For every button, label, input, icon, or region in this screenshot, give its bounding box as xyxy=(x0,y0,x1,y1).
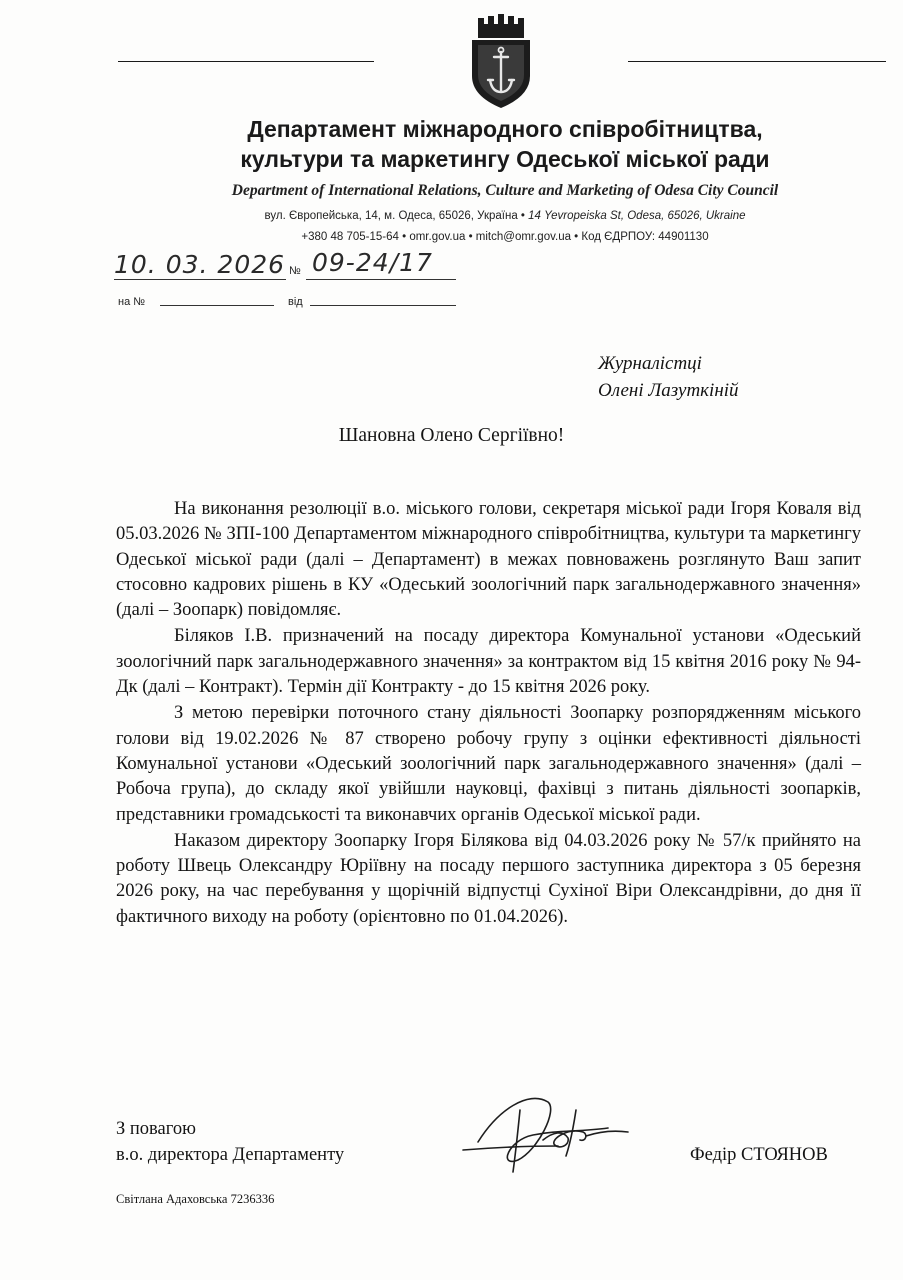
date-underline xyxy=(114,279,286,280)
signatory-name: Федір СТОЯНОВ xyxy=(690,1145,828,1165)
signature-closing-block xyxy=(116,1116,344,1168)
reply-to-label: на № xyxy=(118,296,146,308)
body-paragraph-3: З метою перевірки поточного стану діяльності Зоопарку розпорядженням міського голови від 19.02.2026 № 87 створено робочу групу з оцінки ефективності діяльності Комунальної установи «Одеський зоологічний парк загальнодержавного значення» (далі – Робоча група), до складу якої увійшли науковці, фахівці з питань діяльності зоопарків, представники громадськості та виконавчих органів Одеської міської ради. xyxy=(116,703,861,825)
from-label: від xyxy=(288,296,303,308)
department-name-english: Department of International Relations, Culture and Marketing of Odesa City Council xyxy=(231,182,779,199)
reply-to-line xyxy=(160,305,274,306)
number-underline xyxy=(306,279,456,280)
salutation: Шановна Олено Сергіївно! xyxy=(338,425,565,446)
odesa-coat-of-arms-icon xyxy=(466,14,536,110)
address-ukrainian: вул. Європейська, 14, м. Одеса, 65026, Україна • xyxy=(264,210,525,222)
department-name-line2: культури та маркетингу Одеської міської ради xyxy=(240,146,770,172)
body-paragraph-1: На виконання резолюції в.о. міського голови, секретаря міської ради Ігоря Коваля від 05.03.2026 № ЗПІ-100 Департаментом міжнародного співробітництва, культури та маркетингу Одеської міської ради (далі – Департамент) в межах повноважень розглянуто Ваш запит стосовно кадрових рішень в КУ «Одеський зоологічний парк загальнодержавного значення» (далі – Зоопарк) повідомляє. xyxy=(116,499,861,621)
body-paragraph-2: Біляков І.В. призначений на посаду директора Комунальної установи «Одеський зоологічний парк загальнодержавного значення» за контрактом від 15 квітня 2016 року № 94-Дк (далі – Контракт). Термін дії Контракту - до 15 квітня 2026 року. xyxy=(116,626,861,698)
recipient xyxy=(598,350,739,404)
recipient-title: Журналістці xyxy=(598,353,702,374)
closing-phrase: З повагою xyxy=(116,1119,196,1139)
registration-number: 09-24/17 xyxy=(312,248,433,277)
department-contacts: +380 48 705-15-64 • omr.gov.ua • mitch@omr.gov.ua • Код ЄДРПОУ: 44901130 xyxy=(301,231,709,243)
department-address xyxy=(130,210,880,222)
letter-body xyxy=(116,497,861,930)
from-line xyxy=(310,305,456,306)
handwritten-signature-icon xyxy=(458,1080,638,1185)
number-label: № xyxy=(289,265,301,277)
header-rule-right xyxy=(628,61,886,62)
header-rule-left xyxy=(118,61,374,62)
signatory-position: в.о. директора Департаменту xyxy=(116,1145,345,1165)
body-paragraph-4: Наказом директору Зоопарку Ігоря Білякова від 04.03.2026 року № 57/к прийнято на роботу Швець Олександру Юріївну на посаду першого заступника директора з 05 березня 2026 року, на час перебування у щорічній відпустці Сухіної Віри Олександрівни, до дня її фактичного виходу на роботу (орієнтовно по 01.04.2026). xyxy=(116,830,861,927)
department-name-line1: Департамент міжнародного співробітництва, xyxy=(247,116,763,142)
recipient-name: Олені Лазуткіній xyxy=(598,380,739,401)
executor-info: Світлана Адаховська 7236336 xyxy=(116,1192,275,1206)
address-english: 14 Yevropeiska St, Odesa, 65026, Ukraine xyxy=(528,210,746,222)
registration-date: 10. 03. 2026 xyxy=(114,250,286,279)
